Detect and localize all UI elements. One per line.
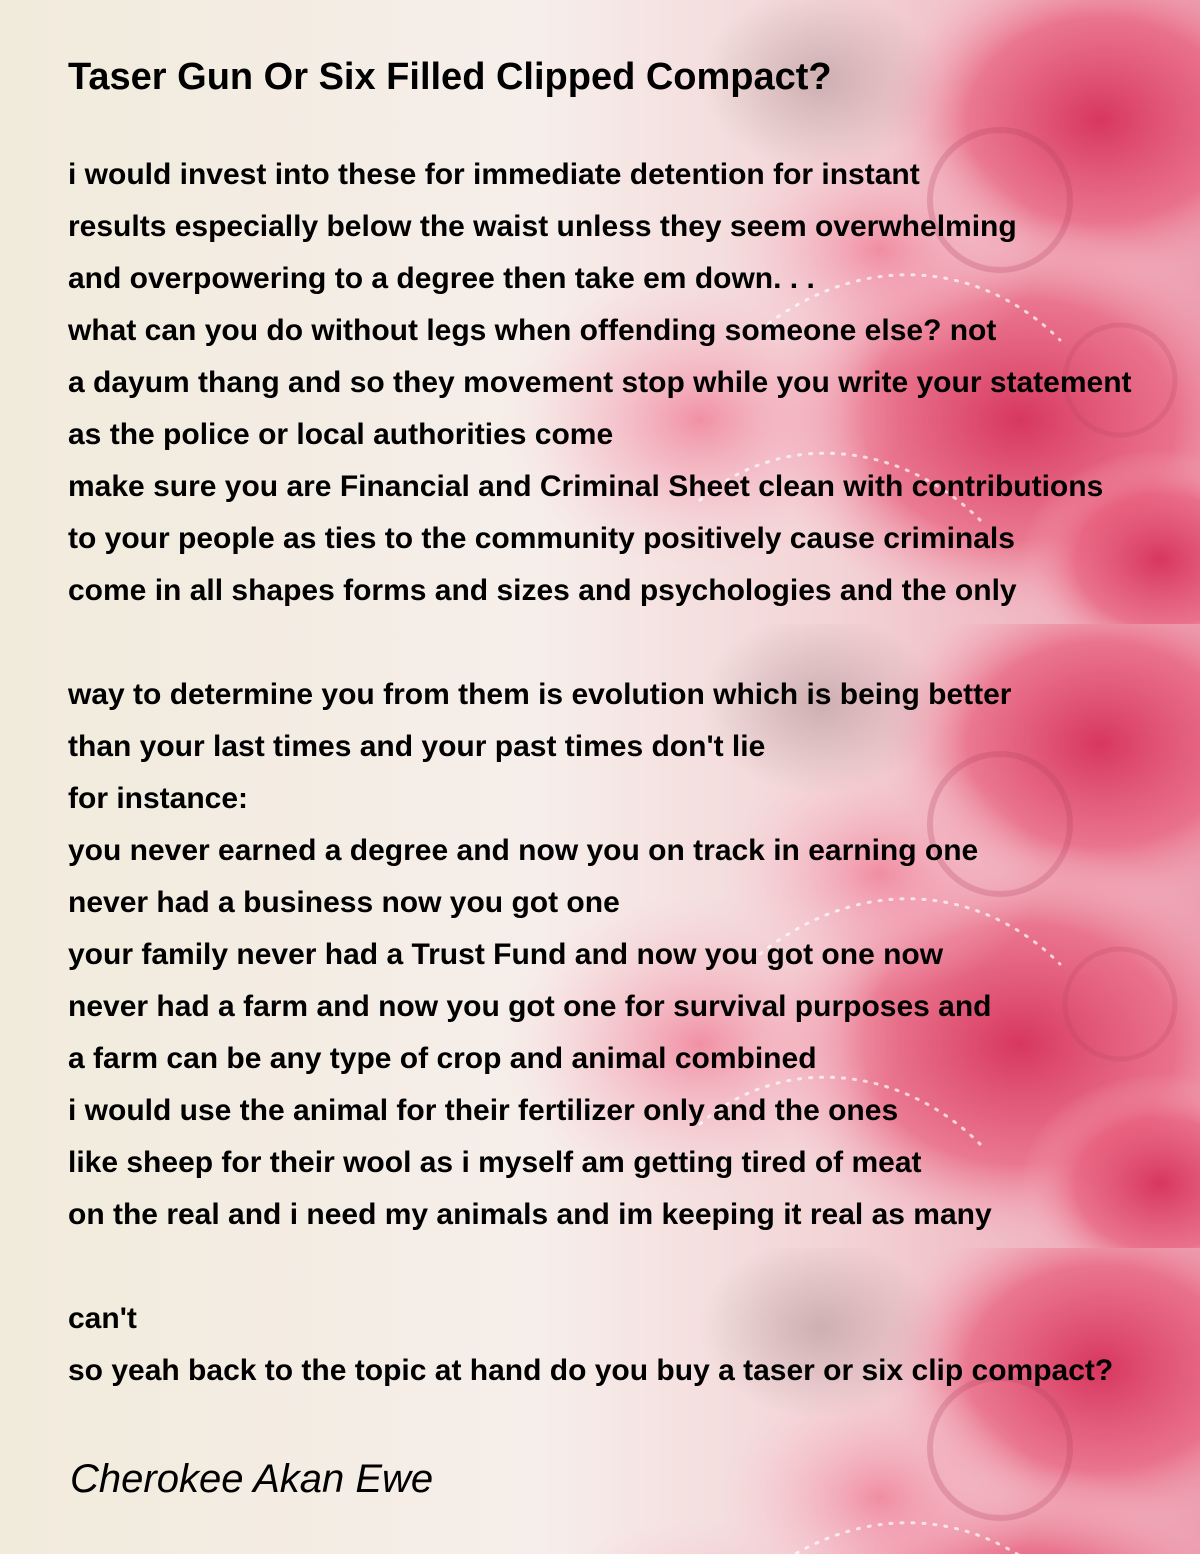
poem-line: so yeah back to the topic at hand do you buy a taser or six clip compact? [68, 1354, 1114, 1387]
poem-line: results especially below the waist unless they seem overwhelming [68, 210, 1017, 243]
poem-line: never had a business now you got one [68, 886, 620, 919]
poem-line: for instance: [68, 782, 249, 815]
poem-line: never had a farm and now you got one for survival purposes and [68, 990, 992, 1023]
poem-line: way to determine you from them is evolution which is being better [68, 678, 1012, 711]
poem-line: i would use the animal for their fertilizer only and the ones [68, 1094, 899, 1127]
poem-title: Taser Gun Or Six Filled Clipped Compact? [68, 56, 832, 98]
poem-line: like sheep for their wool as i myself am getting tired of meat [68, 1146, 922, 1179]
poem-line: i would invest into these for immediate detention for instant [68, 158, 920, 191]
poem-line: to your people as ties to the community positively cause criminals [68, 522, 1015, 555]
poem-line: can't [68, 1302, 137, 1335]
stanza-break [68, 1241, 1200, 1293]
poem-line: and overpowering to a degree then take em down. . . [68, 262, 815, 295]
poem-line: a dayum thang and so they movement stop while you write your statement [68, 366, 1132, 399]
poem-line: than your last times and your past times don't lie [68, 730, 766, 763]
poem-line: you never earned a degree and now you on track in earning one [68, 834, 979, 867]
poem-line: what can you do without legs when offending someone else? not [68, 314, 997, 347]
poem-line: on the real and i need my animals and im keeping it real as many [68, 1198, 992, 1231]
poem-line: make sure you are Financial and Criminal Sheet clean with contributions [68, 470, 1104, 503]
poem-line: your family never had a Trust Fund and now you got one now [68, 938, 944, 971]
poem-line: come in all shapes forms and sizes and psychologies and the only [68, 574, 1017, 607]
poem-body [68, 149, 1200, 1397]
stanza-break [68, 617, 1200, 669]
poem-line: a farm can be any type of crop and animal combined [68, 1042, 817, 1075]
poem-line: as the police or local authorities come [68, 418, 614, 451]
poem-author: Cherokee Akan Ewe [70, 1457, 434, 1501]
